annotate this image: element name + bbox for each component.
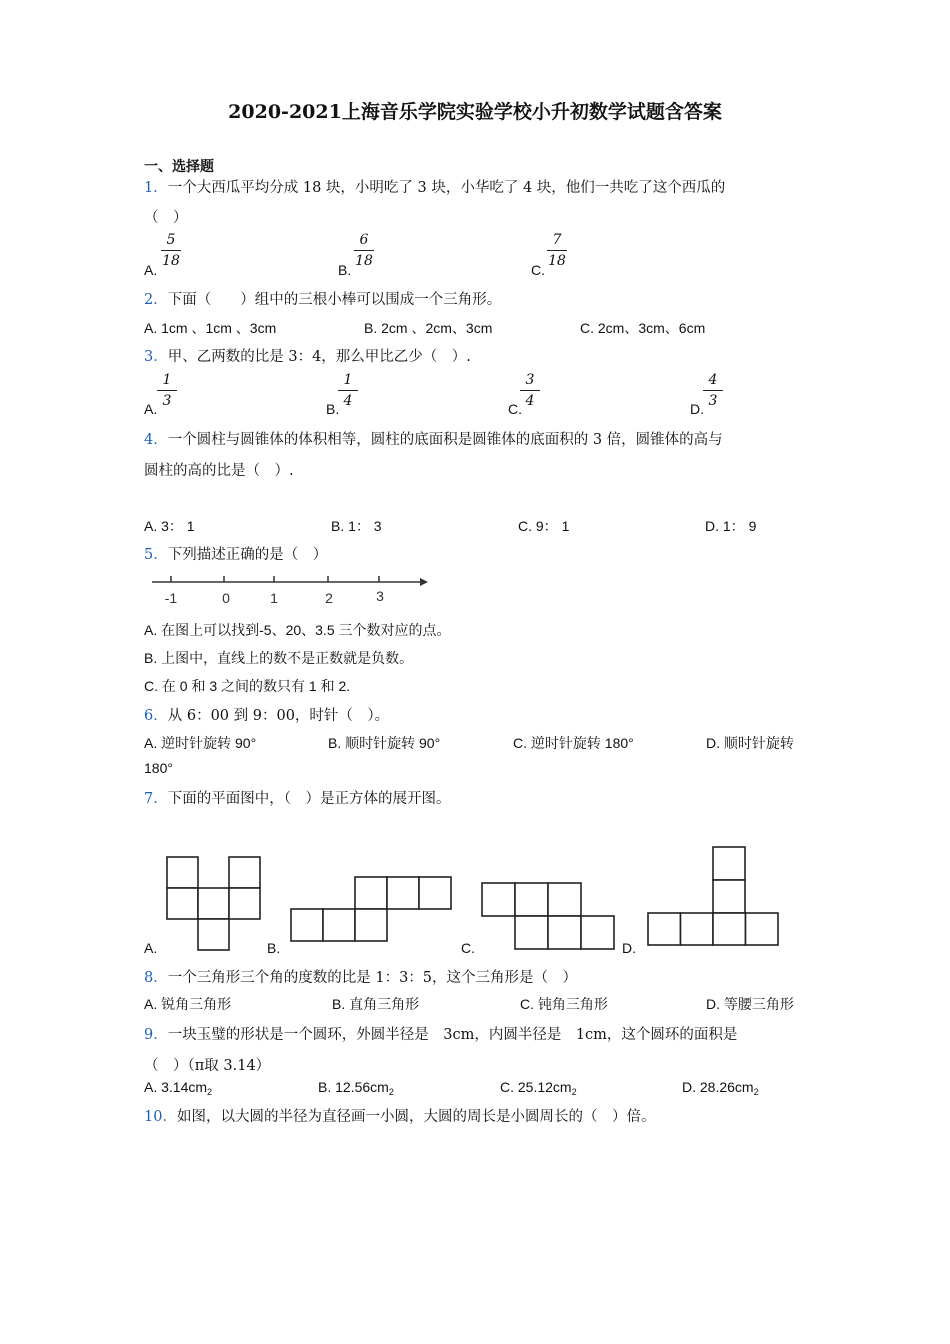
question-1-blank: （ ） xyxy=(144,210,188,226)
option-a[interactable]: A. 1cm 、1cm 、3cm xyxy=(144,320,277,336)
option-d[interactable]: D. xyxy=(622,940,636,956)
option-d-wrap: 180° xyxy=(144,760,173,776)
question-6 xyxy=(144,704,389,725)
option-b[interactable]: B. $12.56cm_2$ xyxy=(318,1079,394,1097)
question-number: 10． xyxy=(144,1109,177,1125)
option-c[interactable]: C. xyxy=(461,940,475,956)
option-c[interactable]: C. 逆时针旋转 180° xyxy=(513,735,634,751)
option-c[interactable]: C. xyxy=(531,262,545,278)
option-a[interactable]: A. 逆时针旋转 90° xyxy=(144,735,257,751)
question-4-line2: 圆柱的高的比是（ ）. xyxy=(144,463,294,479)
question-text: 下面（ ）组中的三根小棒可以围成一个三角形。 xyxy=(167,292,502,308)
question-4 xyxy=(144,428,723,449)
option-b[interactable]: B. xyxy=(267,940,281,956)
option-d[interactable]: D. xyxy=(690,401,704,417)
question-text: 一个圆柱与圆锥体的体积相等，圆柱的底面积是圆锥体的底面积的 3 倍，圆锥体的高与 xyxy=(167,432,723,448)
option-a[interactable]: A. xyxy=(144,940,158,956)
option-a[interactable]: A. xyxy=(144,401,158,417)
fraction: 6 18 xyxy=(355,232,373,269)
fraction: 5 18 xyxy=(162,232,180,269)
question-number: 3． xyxy=(144,349,168,365)
option-a[interactable]: A. $3.14cm_2$ xyxy=(144,1079,213,1097)
question-9-line2: （ ）（π取 3.14） xyxy=(144,1058,271,1074)
option-b[interactable]: B. xyxy=(326,401,340,417)
question-number: 4． xyxy=(144,432,168,448)
option-d[interactable]: D. $28.26cm_2$ xyxy=(682,1079,759,1097)
question-text: 从 6：00 到 9：00，时针（ ）。 xyxy=(167,708,390,724)
tick-label: 0 xyxy=(222,590,230,606)
option-a[interactable]: A. xyxy=(144,262,158,278)
option-b[interactable]: B. 1： 3 xyxy=(331,518,382,534)
tick-label: 2 xyxy=(325,590,333,606)
question-2 xyxy=(144,288,501,309)
option-d[interactable]: D. 顺时针旋转 xyxy=(706,735,794,751)
question-7 xyxy=(144,787,450,808)
cube-net-a xyxy=(166,856,260,950)
question-text: 下列描述正确的是（ ） xyxy=(167,547,328,563)
number-line xyxy=(150,572,430,612)
option-d[interactable]: D. 等腰三角形 xyxy=(706,996,794,1012)
question-10 xyxy=(144,1105,655,1126)
question-text: 一块玉璧的形状是一个圆环，外圆半径是 3cm，内圆半径是 1cm，这个圆环的面积是 xyxy=(167,1027,738,1043)
tick-label: 1 xyxy=(270,590,278,606)
option-a[interactable]: A. 锐角三角形 xyxy=(144,996,232,1012)
question-5 xyxy=(144,543,327,564)
question-number: 8． xyxy=(144,970,168,986)
question-number: 6． xyxy=(144,708,168,724)
option-c[interactable]: C. $25.12cm_2$ xyxy=(500,1079,577,1097)
fraction: 3 4 xyxy=(520,372,540,409)
fraction: 1 3 xyxy=(157,372,177,409)
cube-net-d xyxy=(647,846,779,946)
option-c[interactable]: C. 在 0 和 3 之间的数只有 1 和 2. xyxy=(144,678,351,694)
cube-net-b xyxy=(290,876,452,942)
question-9 xyxy=(144,1023,737,1044)
cube-net-c xyxy=(481,882,615,950)
option-c[interactable]: C. 钝角三角形 xyxy=(520,996,608,1012)
question-number: 1． xyxy=(144,180,168,196)
option-d[interactable]: D. 1： 9 xyxy=(705,518,757,534)
option-c[interactable]: C. 9： 1 xyxy=(518,518,570,534)
option-a[interactable]: A. 在图上可以找到-5、20、3.5 三个数对应的点。 xyxy=(144,622,451,638)
option-b[interactable]: B. 直角三角形 xyxy=(332,996,420,1012)
question-3 xyxy=(144,345,471,366)
question-text: 下面的平面图中，（ ）是正方体的展开图。 xyxy=(167,791,451,807)
option-c[interactable]: C. xyxy=(508,401,522,417)
question-number: 2． xyxy=(144,292,168,308)
question-text: 一个大西瓜平均分成 18 块，小明吃了 3 块，小华吃了 4 块，他们一共吃了这个西瓜的 xyxy=(167,180,726,196)
question-number: 5． xyxy=(144,547,168,563)
question-8 xyxy=(144,966,577,987)
option-c[interactable]: C. 2cm、3cm、6cm xyxy=(580,320,706,336)
fraction: 7 18 xyxy=(548,232,566,269)
option-b[interactable]: B. 2cm 、2cm、3cm xyxy=(364,320,493,336)
question-text: 甲、乙两数的比是 3：4，那么甲比乙少（ ）. xyxy=(167,349,471,365)
option-b[interactable]: B. xyxy=(338,262,352,278)
option-a[interactable]: A. 3： 1 xyxy=(144,518,195,534)
section-heading: 一、选择题 xyxy=(144,159,214,175)
question-number: 7． xyxy=(144,791,168,807)
question-text: 一个三角形三个角的度数的比是 1：3：5，这个三角形是（ ） xyxy=(167,970,578,986)
option-b[interactable]: B. 顺时针旋转 90° xyxy=(328,735,441,751)
question-number: 9． xyxy=(144,1027,168,1043)
tick-label: -1 xyxy=(164,590,178,606)
question-text: 如图，以大圆的半径为直径画一小圆，大圆的周长是小圆周长的（ ）倍。 xyxy=(176,1109,656,1125)
fraction: 1 4 xyxy=(338,372,358,409)
fraction: 4 3 xyxy=(703,372,723,409)
tick-label: 3 xyxy=(376,588,384,604)
option-b[interactable]: B. 上图中，直线上的数不是正数就是负数。 xyxy=(144,650,414,666)
page-title: 2020-2021上海音乐学院实验学校小升初数学试题含答案 xyxy=(228,101,722,123)
question-1 xyxy=(144,176,725,197)
